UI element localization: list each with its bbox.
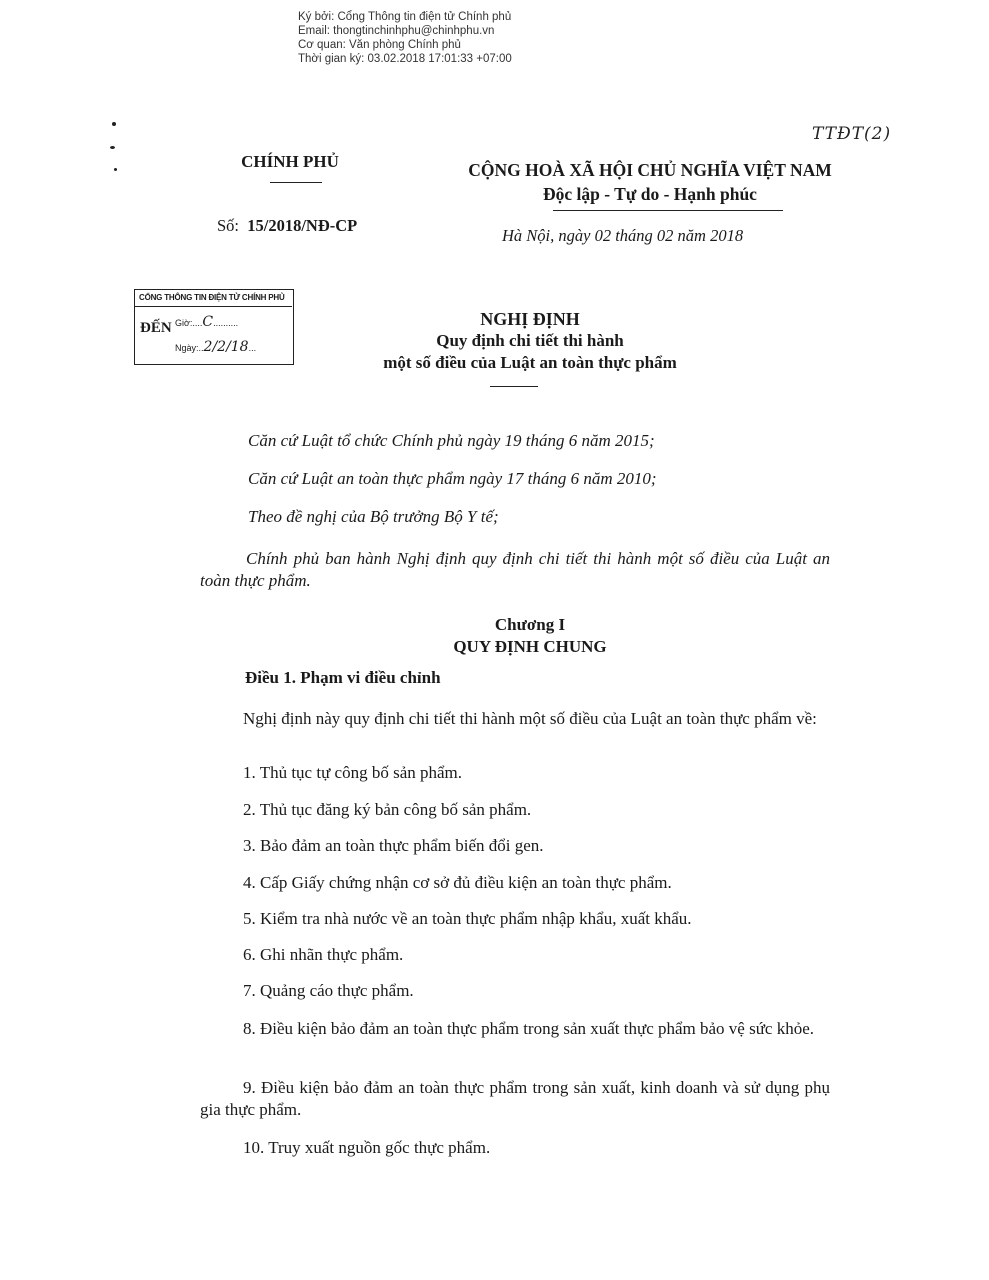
decree-title (340, 308, 720, 374)
stamp-date: Ngày:..2/2/18... (175, 339, 257, 355)
decree-subtitle-2: một số điều của Luật an toàn thực phẩm (383, 353, 677, 372)
scan-speck (112, 122, 116, 126)
preamble-line: Căn cứ Luật an toàn thực phẩm ngày 17 tháng 6 năm 2010; (248, 469, 657, 488)
preamble-enactment: Chính phủ ban hành Nghị định quy định chi tiết thi hành một số điều của Luật an toàn thực phẩm. (200, 549, 830, 590)
preamble-line: Căn cứ Luật tổ chức Chính phủ ngày 19 tháng 6 năm 2015; (248, 431, 655, 450)
article-heading: Điều 1. Phạm vi điều chỉnh (245, 668, 441, 687)
chapter-name: QUY ĐỊNH CHUNG (453, 637, 607, 656)
list-item: 5. Kiểm tra nhà nước về an toàn thực phẩm nhập khẩu, xuất khẩu. (243, 909, 692, 928)
list-item: 6. Ghi nhãn thực phẩm. (243, 945, 404, 964)
scan-speck (110, 146, 115, 149)
list-item: 9. Điều kiện bảo đảm an toàn thực phẩm trong sản xuất, kinh doanh và sử dụng phụ gia thực phẩm. (200, 1078, 830, 1119)
national-header (440, 158, 860, 206)
stamp-date-label: Ngày: (175, 343, 199, 353)
number-label: Số: (217, 216, 240, 235)
stamp-den: ĐẾN (140, 320, 172, 336)
decree-subtitle-1: Quy định chi tiết thi hành (436, 331, 624, 350)
received-stamp (134, 289, 294, 365)
list-item: 8. Điều kiện bảo đảm an toàn thực phẩm trong sản xuất thực phẩm bảo vệ sức khỏe. (243, 1019, 815, 1038)
national-motto: Độc lập - Tự do - Hạnh phúc (543, 184, 757, 204)
handwritten-note: TTĐT(2) (812, 124, 892, 144)
chapter-heading (360, 614, 700, 658)
stamp-divider (135, 306, 292, 307)
list-item: 10. Truy xuất nguồn gốc thực phẩm. (243, 1138, 491, 1157)
scan-speck (114, 168, 117, 171)
chapter-number: Chương I (494, 615, 566, 634)
stamp-time-label: Giờ: (175, 318, 193, 328)
signature-email: Email: thongtinchinhphu@chinhphu.vn (298, 25, 495, 37)
list-item: 7. Quảng cáo thực phẩm. (243, 981, 414, 1000)
nation-name: CỘNG HOÀ XÃ HỘI CHỦ NGHĨA VIỆT NAM (468, 160, 832, 180)
motto-underline (553, 210, 783, 211)
document-number (217, 216, 357, 236)
signature-agency: Cơ quan: Văn phòng Chính phủ (298, 39, 461, 51)
list-item: 4. Cấp Giấy chứng nhận cơ sở đủ điều kiện an toàn thực phẩm. (243, 873, 672, 892)
signature-signed-by: Ký bởi: Cổng Thông tin điện tử Chính phủ (298, 11, 512, 23)
preamble-line: Theo đề nghị của Bộ trưởng Bộ Y tế; (248, 507, 499, 526)
article-intro: Nghị định này quy định chi tiết thi hành một số điều của Luật an toàn thực phẩm về: (243, 709, 817, 728)
issuer-name: CHÍNH PHỦ (241, 152, 339, 171)
signature-time: Thời gian ký: 03.02.2018 17:01:33 +07:00 (298, 53, 512, 65)
number-value: 15/2018/NĐ-CP (247, 216, 358, 235)
title-underline (490, 386, 538, 387)
stamp-date-value: 2/2/18 (203, 339, 249, 355)
stamp-time: Giờ:....C.......... (175, 314, 239, 330)
stamp-time-value: C (202, 314, 214, 330)
stamp-title: CỔNG THÔNG TIN ĐIỆN TỬ CHÍNH PHỦ (139, 293, 285, 302)
list-item: 2. Thủ tục đăng ký bản công bố sản phẩm. (243, 800, 532, 819)
list-item: 3. Bảo đảm an toàn thực phẩm biến đổi gen. (243, 836, 544, 855)
digital-signature (298, 10, 512, 66)
place-date: Hà Nội, ngày 02 tháng 02 năm 2018 (502, 226, 744, 245)
decree-type: NGHỊ ĐỊNH (480, 309, 580, 329)
issuer-underline (270, 182, 322, 183)
list-item: 1. Thủ tục tự công bố sản phẩm. (243, 763, 463, 782)
